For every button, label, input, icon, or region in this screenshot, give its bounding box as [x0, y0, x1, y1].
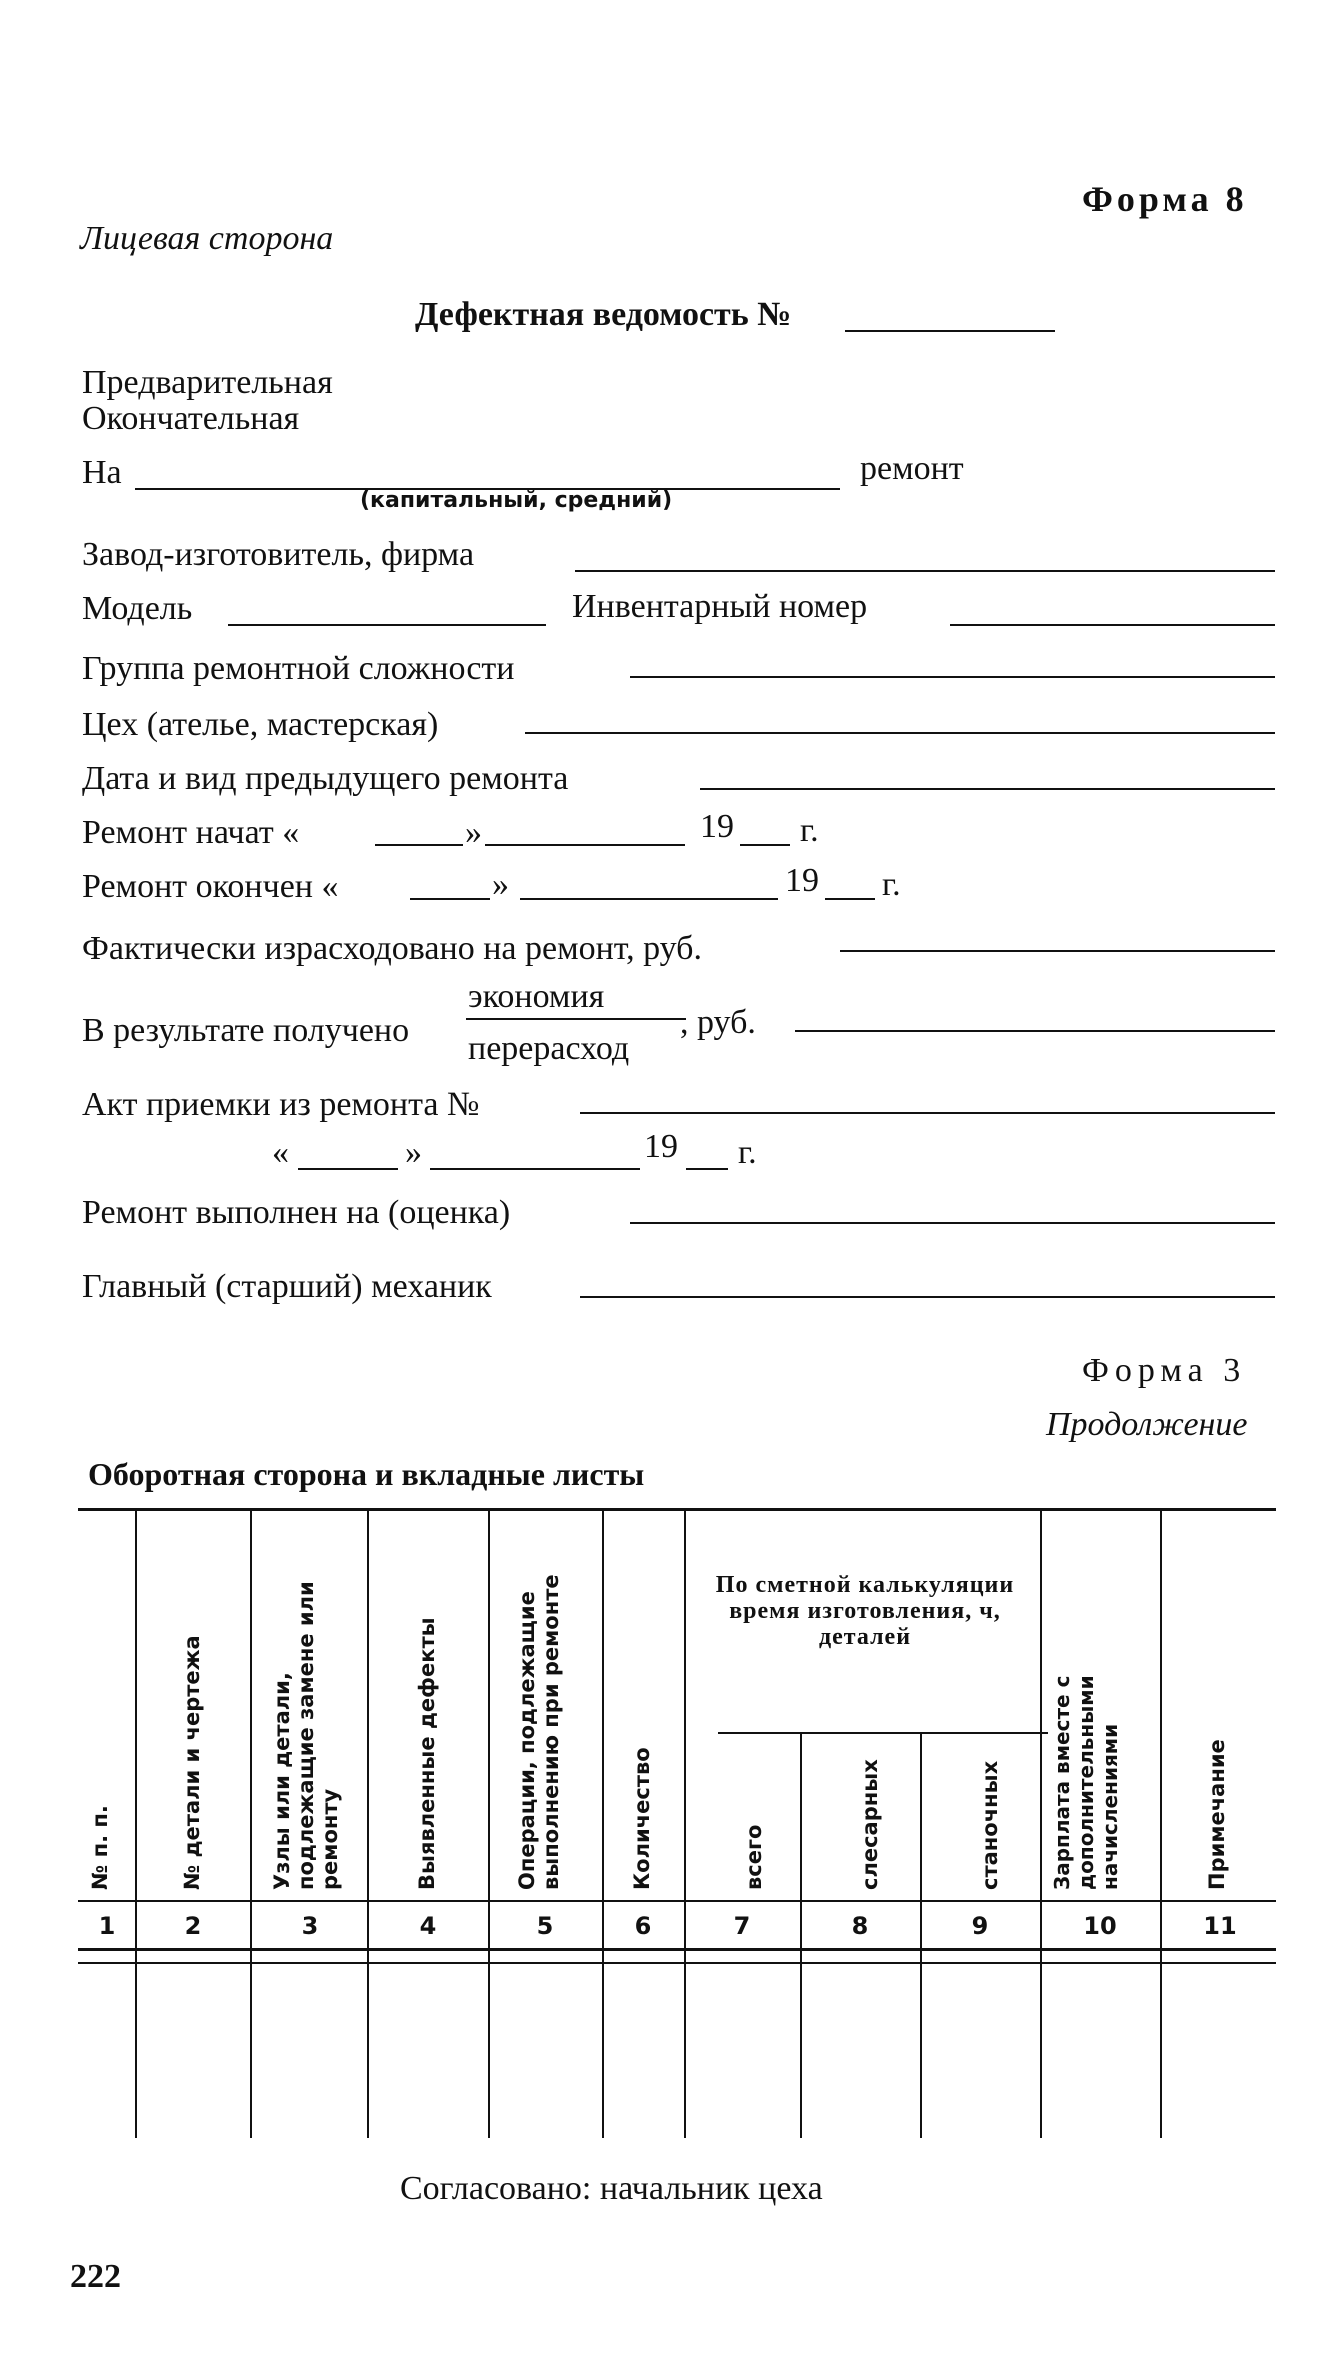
savings-label: экономия — [468, 978, 605, 1015]
col-number-7: 7 — [733, 1912, 751, 1940]
col-number-9: 9 — [971, 1912, 989, 1940]
prev-repair-label: Дата и вид предыдущего ремонта — [82, 760, 569, 797]
acceptance-act-line[interactable] — [580, 1112, 1275, 1114]
group-divider-rule — [718, 1732, 1048, 1734]
act-day-line[interactable] — [298, 1168, 398, 1170]
back-section-title: Оборотная сторона и вкладные листы — [88, 1456, 645, 1492]
col-header-11: Примечание — [1205, 1739, 1229, 1890]
started-quote: » — [465, 814, 482, 851]
workshop-label: Цех (ателье, мастерская) — [82, 706, 439, 743]
started-day-line[interactable] — [375, 844, 463, 846]
col-number-2: 2 — [184, 1912, 202, 1940]
workshop-line[interactable] — [525, 732, 1275, 734]
col-number-1: 1 — [98, 1912, 116, 1940]
number-row-rule — [78, 1900, 1276, 1902]
col-header-4: Выявленные дефекты — [415, 1617, 439, 1890]
started-year-suffix: г. — [800, 812, 819, 849]
repair-started-label: Ремонт начат « — [82, 814, 300, 851]
act-year-line[interactable] — [686, 1168, 728, 1170]
act-year-suffix: г. — [738, 1134, 757, 1171]
col-header-10: Зарплата вместе с дополнительными начислениями — [1050, 1675, 1122, 1890]
table-body-top-rule — [78, 1962, 1276, 1964]
ended-quote: » — [492, 866, 509, 903]
page-number: 222 — [70, 2258, 121, 2295]
inventory-line[interactable] — [950, 624, 1275, 626]
col-header-2: № детали и чертежа — [180, 1635, 204, 1890]
manufacturer-label: Завод-изготовитель, фирма — [82, 536, 475, 573]
complexity-line[interactable] — [630, 676, 1275, 678]
page-title: Дефектная ведомость № — [415, 296, 792, 333]
grade-label: Ремонт выполнен на (оценка) — [82, 1194, 511, 1231]
result-line[interactable] — [795, 1030, 1275, 1032]
model-label: Модель — [82, 590, 193, 627]
table-header-rule — [78, 1948, 1276, 1951]
ended-year-prefix: 19 — [785, 862, 819, 899]
ended-day-line[interactable] — [410, 898, 490, 900]
col-number-5: 5 — [536, 1912, 554, 1940]
col-number-4: 4 — [419, 1912, 437, 1940]
side-label: Лицевая сторона — [80, 220, 334, 257]
col-number-6: 6 — [634, 1912, 652, 1940]
form-number-back: Форма 3 — [1082, 1352, 1247, 1389]
col-number-11: 11 — [1203, 1912, 1237, 1940]
rub-label: , руб. — [680, 1004, 756, 1041]
actual-spent-line[interactable] — [840, 950, 1275, 952]
ended-year-line[interactable] — [825, 898, 875, 900]
overrun-label: перерасход — [468, 1030, 630, 1067]
title-number-line[interactable] — [845, 330, 1055, 332]
col-number-8: 8 — [851, 1912, 869, 1940]
repair-ended-label: Ремонт окончен « — [82, 868, 339, 905]
acceptance-act-label: Акт приемки из ремонта № — [82, 1086, 480, 1123]
option-preliminary: Предварительная — [82, 364, 333, 401]
table-row[interactable] — [80, 1966, 1275, 2136]
manufacturer-line[interactable] — [575, 570, 1275, 572]
complexity-label: Группа ремонтной сложности — [82, 650, 515, 687]
col-header-8: слесарных — [858, 1759, 882, 1890]
ended-year-suffix: г. — [882, 866, 901, 903]
started-year-line[interactable] — [740, 844, 790, 846]
col-header-7: всего — [742, 1824, 766, 1890]
na-label: На — [82, 454, 122, 491]
col-number-10: 10 — [1083, 1912, 1117, 1940]
col-number-3: 3 — [301, 1912, 319, 1940]
model-line[interactable] — [228, 624, 546, 626]
prev-repair-line[interactable] — [700, 788, 1275, 790]
act-year-prefix: 19 — [644, 1128, 678, 1165]
continuation-label: Продолжение — [1046, 1406, 1248, 1443]
act-quote-open: « — [272, 1134, 289, 1171]
agreed-label: Согласовано: начальник цеха — [400, 2170, 823, 2207]
act-month-line[interactable] — [430, 1168, 640, 1170]
option-final: Окончательная — [82, 400, 300, 437]
ended-month-line[interactable] — [520, 898, 778, 900]
fraction-line — [466, 1018, 686, 1020]
started-month-line[interactable] — [485, 844, 685, 846]
result-label: В результате получено — [82, 1012, 410, 1049]
act-quote-close: » — [405, 1134, 422, 1171]
actual-spent-label: Фактически израсходовано на ремонт, руб. — [82, 930, 702, 967]
started-year-prefix: 19 — [700, 808, 734, 845]
col-header-9: станочных — [978, 1760, 1002, 1890]
repair-hint: (капитальный, средний) — [360, 488, 673, 513]
inventory-label: Инвентарный номер — [572, 588, 868, 625]
chief-mechanic-label: Главный (старший) механик — [82, 1268, 492, 1305]
col-header-3: Узлы или детали, подлежащие замене или ремонту — [270, 1581, 342, 1890]
grade-line[interactable] — [630, 1222, 1275, 1224]
group-header: По сметной калькуляции время изготовления, ч, деталей — [715, 1572, 1015, 1650]
chief-mechanic-line[interactable] — [580, 1296, 1275, 1298]
col-header-5: Операции, подлежащие выполнению при ремонте — [515, 1574, 563, 1890]
form-number-top: Форма 8 — [1082, 179, 1248, 219]
repair-label: ремонт — [860, 450, 964, 487]
col-header-1: № п. п. — [88, 1805, 112, 1890]
col-header-6: Количество — [630, 1747, 654, 1890]
